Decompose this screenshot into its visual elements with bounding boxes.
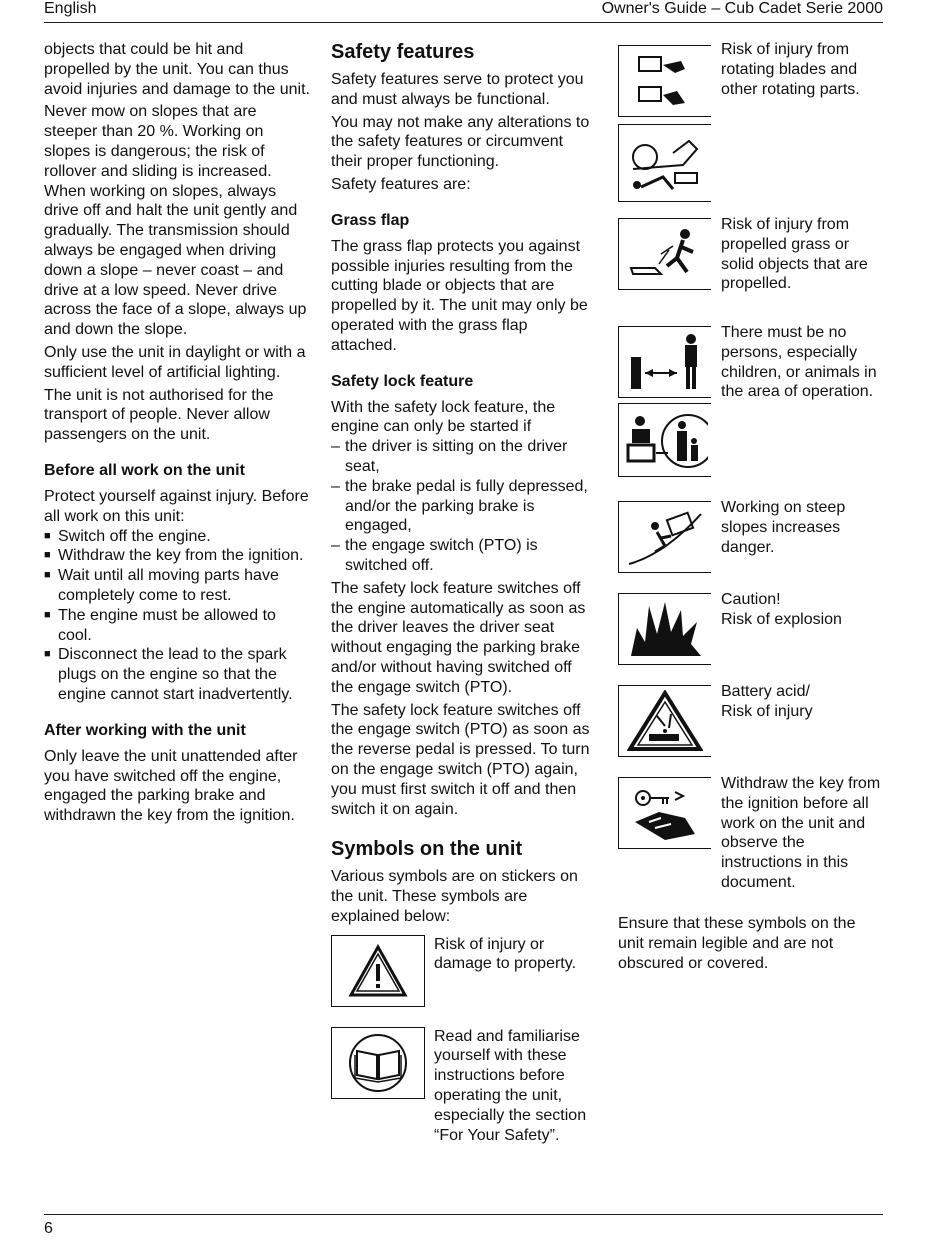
symbol-text-line: Risk of explosion	[721, 610, 842, 628]
safety-lock-list	[331, 437, 597, 576]
paragraph: The unit is not authorised for the transport of people. Never allow passengers on the unit.	[44, 386, 274, 444]
list-item: ■ Switch off the engine.	[44, 527, 312, 547]
column-3	[618, 40, 884, 976]
heading-before-work: Before all work on the unit	[44, 461, 245, 479]
symbol-box	[618, 593, 711, 665]
list-item: ■ Disconnect the lead to the spark plugs on the engine so that the engine cannot start inadvertently.	[44, 645, 312, 704]
symbol-text: Working on steep slopes increases danger.	[721, 499, 846, 556]
paragraph: Only leave the unit unattended after you have switched off the engine, engaged the parking brake and withdrawn the key from the ignition.	[44, 747, 298, 825]
column-1	[44, 40, 312, 829]
symbol-text: Read and familiarise yourself with these instructions before operating the unit, especially the section “For Your Safety”.	[434, 1027, 587, 1144]
symbol-explosion	[618, 590, 884, 682]
paragraph: Never mow on slopes that are steeper than 20 %. Working on slopes is dangerous; the risk of rollover and sliding is increased. When working on slopes, always drive off and halt the unit gently and gradually. The transmission should always be engaged when driving down a slope – never coast – and drive at a low speed. Never drive across the face of a slope, always up and down the slope.	[44, 103, 307, 339]
symbol-steep-slopes	[618, 498, 884, 590]
paragraph: Various symbols are on stickers on the unit. These symbols are explained below:	[331, 868, 578, 925]
heading-after-work: After working with the unit	[44, 721, 246, 739]
symbol-rotating-blades	[618, 40, 884, 215]
symbol-box	[618, 685, 711, 757]
symbol-battery-acid	[618, 682, 884, 774]
heading-grass-flap: Grass flap	[331, 211, 410, 229]
battery-acid-icon	[627, 690, 703, 752]
explosion-icon	[627, 598, 703, 660]
paragraph: Protect yourself against injury. Before all work on this unit:	[44, 487, 309, 525]
symbol-box	[618, 777, 711, 849]
closing-paragraph: Ensure that these symbols on the unit remain legible and are not obscured or covered.	[618, 915, 856, 972]
symbol-box	[618, 218, 711, 290]
paragraph: objects that could be hit and propelled by the unit. You can thus avoid injuries and damage to the unit.	[44, 41, 310, 98]
symbol-box	[331, 1027, 425, 1099]
paragraph: The safety lock feature switches off the engage switch (PTO) as soon as the reverse pedal is pressed. To turn on the engage switch (PTO) again, you must first switch it off and then switch it on again.	[331, 701, 590, 818]
symbol-text: Risk of injury from rotating blades and other rotating parts.	[721, 41, 860, 98]
heading-safety-lock: Safety lock feature	[331, 372, 474, 390]
paragraph: Safety features serve to protect you and must always be functional.	[331, 71, 584, 108]
key-manual-icon	[625, 782, 705, 844]
paragraph: The grass flap protects you against possible injuries resulting from the cutting blade or objects that are propelled by it. The unit may only be operated with the grass flap attached.	[331, 237, 588, 354]
header-language: English	[44, 0, 97, 17]
steep-slope-icon	[625, 506, 705, 568]
symbol-text-line: Battery acid/	[721, 683, 810, 700]
symbol-withdraw-key	[618, 774, 884, 914]
symbol-text	[721, 590, 884, 630]
paragraph: The safety lock feature switches off the engine automatically as soon as the driver leaves the driver seat without engaging the parking brake and/or without having switched off the engage switch (PTO).	[331, 579, 586, 696]
list-item: – the driver is sitting on the driver seat,	[331, 437, 597, 477]
rotating-blade-hand-icon	[625, 51, 705, 111]
paragraph: With the safety lock feature, the engine can only be started if	[331, 398, 556, 436]
keep-distance-icon	[625, 331, 705, 393]
symbol-text: There must be no persons, especially children, or animals in the area of operation.	[721, 324, 877, 401]
book-icon	[345, 1033, 411, 1093]
list-item: – the brake pedal is fully depressed, and/or the parking brake is engaged,	[331, 477, 597, 536]
list-item: ■ Withdraw the key from the ignition.	[44, 546, 312, 566]
list-item: – the engage switch (PTO) is switched off.	[331, 536, 597, 576]
page-number: 6	[44, 1220, 53, 1237]
before-work-list	[44, 527, 312, 705]
symbol-persons-area	[618, 323, 884, 498]
symbol-text-line: Risk of injury	[721, 702, 813, 720]
heading-safety-features: Safety features	[331, 41, 475, 63]
symbol-read-manual	[331, 1027, 597, 1147]
symbol-box	[331, 935, 425, 1007]
column-2	[331, 40, 597, 1147]
symbol-text-line: Caution!	[721, 591, 781, 608]
symbol-box	[618, 403, 711, 477]
heading-symbols: Symbols on the unit	[331, 838, 523, 861]
warning-triangle-icon	[348, 944, 408, 998]
symbol-risk-injury	[331, 935, 597, 1021]
children-animals-icon	[622, 407, 708, 473]
mower-rollover-icon	[623, 129, 707, 197]
header-title: Owner's Guide – Cub Cadet Serie 2000	[601, 0, 883, 17]
symbol-text: Withdraw the key from the ignition before all work on the unit and observe the instructions in this document.	[721, 775, 881, 891]
paragraph: Only use the unit in daylight or with a sufficient level of artificial lighting.	[44, 343, 306, 381]
paragraph: You may not make any alterations to the safety features or circumvent their proper functioning.	[331, 113, 590, 171]
symbol-text	[721, 682, 884, 722]
list-item: ■ The engine must be allowed to cool.	[44, 606, 312, 646]
page-header	[44, 0, 883, 23]
symbol-text: Risk of injury from propelled grass or solid objects that are propelled.	[721, 216, 868, 293]
symbol-box	[618, 326, 711, 398]
paragraph: Safety features are:	[331, 175, 471, 193]
symbol-box	[618, 124, 711, 202]
propelled-objects-icon	[625, 224, 705, 284]
list-item: ■ Wait until all moving parts have completely come to rest.	[44, 566, 312, 606]
symbol-text: Risk of injury or damage to property.	[434, 935, 577, 973]
symbol-box	[618, 45, 711, 117]
symbol-box	[618, 501, 711, 573]
symbol-propelled-objects	[618, 215, 884, 323]
footer-rule	[44, 1214, 883, 1215]
